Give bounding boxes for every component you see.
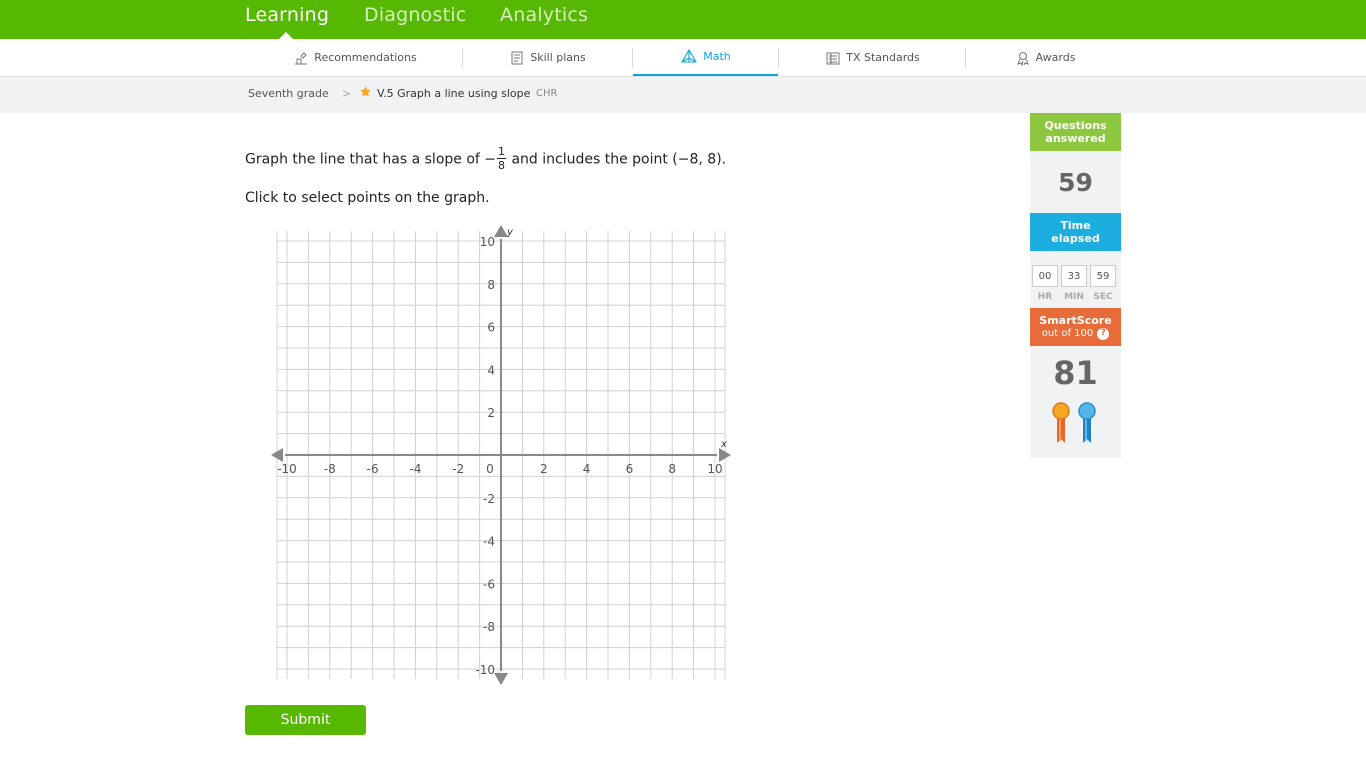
smartscore-sub-label: out of 100 [1041,328,1094,339]
math-icon [680,49,698,65]
smartscore-box [1030,346,1121,458]
subnav-awards[interactable] [1000,39,1090,76]
help-icon[interactable]: ? [1097,328,1109,340]
question-text [245,146,726,173]
sub-nav-bar [0,39,1366,77]
subnav-label: Awards [1035,51,1076,64]
questions-answered-header [1030,113,1121,151]
x-tick-label: -2 [452,462,465,476]
subnav-skill-plans[interactable] [495,39,600,76]
question-prefix: Graph the line that has a slope of − [245,151,497,168]
time-elapsed-header [1030,213,1121,251]
breadcrumb [0,77,1366,113]
subnav-divider [462,48,463,68]
subnav-math[interactable] [633,39,778,76]
awards-icon [1015,50,1031,66]
smartscore-sub [1042,327,1109,340]
y-tick-label: -6 [483,577,495,592]
timer-seconds-label: SEC [1093,292,1113,302]
subnav-label: Skill plans [530,51,586,64]
timer-hours-label: HR [1037,292,1053,302]
subnav-tx-standards[interactable] [810,39,935,76]
slope-fraction [497,145,506,172]
y-tick-label: 6 [487,320,495,335]
y-tick-label: 8 [487,277,495,292]
y-axis-arrow-down [494,673,508,685]
timer-minutes-label: MIN [1064,292,1084,302]
x-tick-label: 6 [625,462,634,476]
subnav-divider [965,48,966,68]
skill-plans-icon [509,50,525,66]
breadcrumb-grade[interactable]: Seventh grade [248,87,329,100]
y-tick-label: 10 [479,235,495,249]
subnav-label: Recommendations [314,51,417,64]
top-nav-bar [0,0,1366,39]
x-tick-label: 8 [668,462,677,476]
y-tick-label: -10 [475,663,495,677]
active-tab-caret [279,32,293,39]
progress-sidebar [1030,113,1121,458]
x-tick-label: -4 [409,462,422,476]
x-tick-label: -6 [366,462,379,476]
x-tick-label: 10 [707,462,723,476]
breadcrumb-skill: V.5 Graph a line using slope [377,87,531,100]
question-suffix: and includes the point (−8, 8). [507,151,727,168]
breadcrumb-chevron: > [342,87,352,100]
x-tick-label: 0 [486,462,494,476]
questions-answered-label: Questions [1044,119,1107,132]
subnav-label: Math [703,50,731,63]
standards-icon [825,50,841,66]
subnav-recommendations[interactable] [280,39,430,76]
questions-answered-count: 59 [1030,151,1121,213]
subnav-divider [778,48,779,68]
time-elapsed-label: Time [1060,219,1091,232]
y-tick-label: 4 [487,363,495,378]
tab-learning[interactable]: Learning [245,4,330,26]
y-axis-label: y [507,227,513,238]
timer [1030,251,1121,308]
smartscore-label: SmartScore [1039,314,1112,327]
coordinate-graph[interactable] [270,222,736,688]
questions-answered-label: answered [1045,132,1106,145]
y-tick-label: -8 [483,620,495,635]
timer-minutes: 33 [1061,265,1087,287]
recommendations-icon [293,50,309,66]
x-axis-label: x [721,439,727,450]
x-tick-label: 4 [582,462,591,476]
subnav-label: TX Standards [846,51,920,64]
slope-numerator: 1 [498,145,506,158]
skill-code: CHR [536,88,558,99]
tab-analytics[interactable]: Analytics [500,4,589,26]
x-tick-label: -8 [323,462,336,476]
question-instruction: Click to select points on the graph. [245,190,490,206]
smartscore-header [1030,308,1121,346]
x-tick-label: 2 [539,462,548,476]
x-tick-label: -10 [277,462,297,476]
slope-denominator: 8 [498,159,506,172]
submit-button[interactable]: Submit [245,705,366,735]
timer-seconds: 59 [1090,265,1116,287]
tab-diagnostic[interactable]: Diagnostic [364,4,467,26]
award-ribbons-icon [1051,401,1101,445]
time-elapsed-label: elapsed [1051,232,1100,245]
y-tick-label: 2 [487,406,495,421]
timer-hours: 00 [1032,265,1058,287]
y-tick-label: -4 [483,534,495,549]
y-tick-label: -2 [483,491,495,506]
y-axis-arrow-up [494,225,508,237]
star-icon [359,85,372,98]
smartscore-value: 81 [1053,354,1098,392]
